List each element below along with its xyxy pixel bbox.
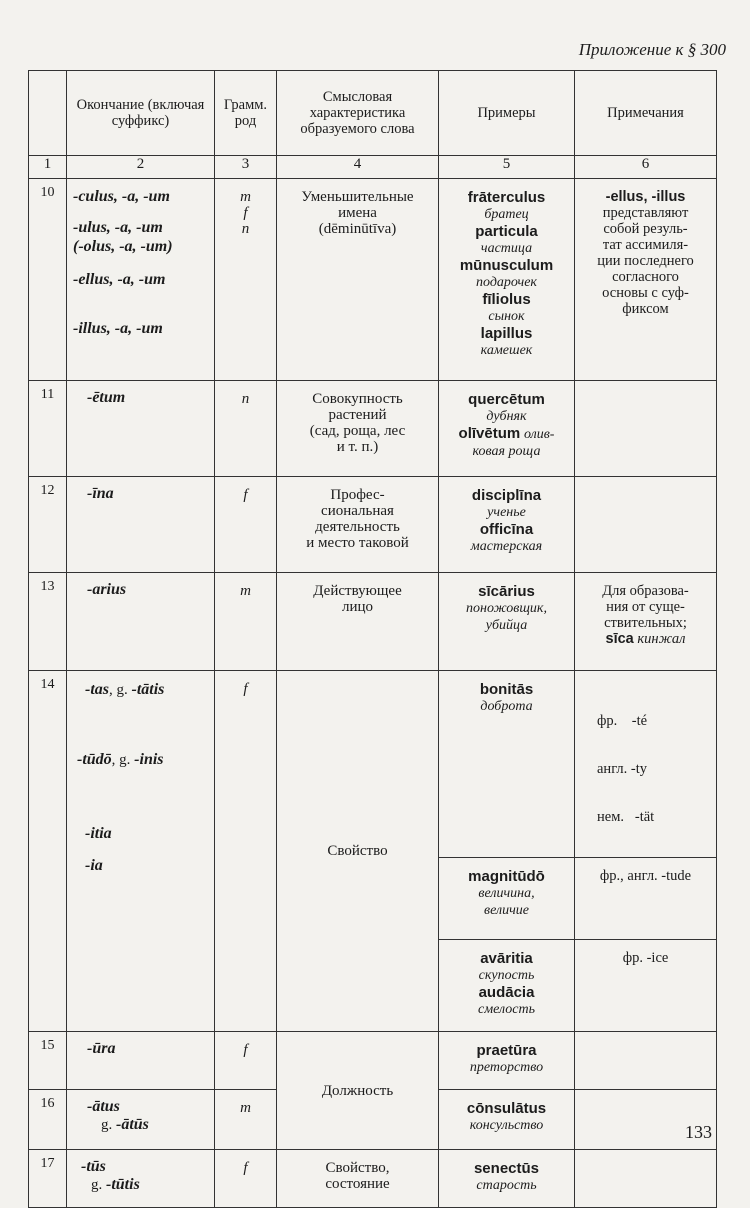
example-translation: величина, [478,886,535,901]
table-row-14 [29,671,717,858]
running-title: Приложение к § 300 [578,40,726,59]
notes-cell [575,573,717,671]
ending-cell [67,179,215,381]
col-header-gender: Грамм. род [215,71,277,156]
ending: -arius [87,581,127,598]
notes-cell [575,1032,717,1090]
gender: m [240,189,251,205]
note-line: фр. -té [597,713,648,729]
gender-cell [215,179,277,381]
genitive-label: g. [91,1177,106,1193]
ending-cell [67,671,215,1032]
note-latin: -ellus, -illus [605,189,686,205]
example-translation: скупость [478,968,535,983]
notes-cell [575,477,717,573]
example-translation: поножовщик, [466,601,547,616]
examples-cell [439,1090,575,1150]
example-latin: sīcārius [478,583,535,600]
row-number: 16 [29,1090,67,1150]
ending: -culus, -a, -um [73,188,170,205]
example-latin: frāterculus [467,189,546,206]
row-number: 14 [29,671,67,1032]
semantics-cell [277,179,439,381]
examples-cell [439,573,575,671]
example-latin: officīna [479,521,534,538]
note-line: тат ассимиля- [602,237,689,253]
examples-cell [439,858,575,940]
ending: -ia [85,857,103,874]
genitive-label: , g. [111,752,135,768]
col-header-notes: Примечания [575,71,717,156]
col-header-semantics: Смысловая характеристика образуемого слова [277,71,439,156]
ending: (-olus, -a, -um) [73,238,173,255]
semantics-line: деятельность [315,519,400,535]
genitive-label: g. [101,1117,116,1133]
example-translation: преторство [469,1060,544,1075]
examples-cell [439,179,575,381]
semantics-line: Свойство, [325,1160,390,1176]
table-row-13 [29,573,717,671]
example-translation: ученье [487,505,526,520]
notes-cell [575,671,717,858]
gender: f [215,1032,277,1090]
col-header-examples: Примеры [439,71,575,156]
example-latin: mūnusculum [459,257,554,274]
note-line: нем. -tät [597,809,655,825]
semantics: Свойство [277,671,439,1032]
column-number-row [29,156,717,179]
ending-cell [67,477,215,573]
example-translation: камешек [480,343,533,358]
example-latin: magnitūdō [468,868,545,885]
semantics-line: (dēminūtīva) [318,221,397,237]
example-translation: убийца [485,618,528,633]
note-line: англ. -ty [597,761,647,777]
row-number: 17 [29,1150,67,1208]
note-line: ствительных; [604,615,687,631]
example-latin: disciplīna [471,487,542,504]
semantics-line: и место таковой [306,535,409,551]
semantics-cell [277,381,439,477]
example-translation: подарочек [476,275,537,290]
row-number: 12 [29,477,67,573]
semantics-line: лицо [341,599,374,615]
semantics-line: Профес- [330,487,385,503]
table-row-15 [29,1032,717,1090]
examples-cell [439,671,575,858]
example-latin: fīliolus [482,291,531,308]
ending-cell [67,1090,215,1150]
ending-genitive: -inis [134,751,164,768]
example-translation: мастерская [470,539,543,554]
note-line: основы с суф- [602,285,689,301]
col-number: 1 [29,156,67,179]
example-latin: avāritia [480,950,533,967]
genitive-label: , g. [109,682,132,698]
example-translation: частица [480,241,533,256]
ending: -tas [85,681,109,698]
examples-cell [439,381,575,477]
example-translation: братец [484,207,529,222]
ending: -tūdō [77,751,112,768]
table-row-17 [29,1150,717,1208]
note: фр. -ice [575,940,717,1032]
note-line: фиксом [622,301,669,317]
ending-genitive: -ātūs [116,1116,149,1133]
example-translation: величие [484,903,529,918]
gender: f [215,1150,277,1208]
ending: -īna [87,485,114,502]
suffix-table [28,70,717,1208]
semantics-cell [277,477,439,573]
semantics-line: состояние [325,1176,390,1192]
note-line: Для образова- [602,583,689,599]
semantics-line: Действующее [313,583,402,599]
col-number: 2 [67,156,215,179]
gender: n [241,221,250,237]
col-header-1 [29,71,67,156]
ending-genitive: -tūtis [106,1176,140,1193]
example-translation: дубняк [486,409,527,424]
table-row-10 [29,179,717,381]
ending: -ūra [87,1040,116,1057]
examples-cell [439,940,575,1032]
col-number: 3 [215,156,277,179]
semantics-line: растений [328,407,387,423]
semantics-cell [277,573,439,671]
example-latin: praetūra [476,1042,537,1059]
ending: -ellus, -a, -um [73,271,166,288]
ending-cell [67,1150,215,1208]
ending: -ātus [87,1098,120,1115]
note-line: собой резуль- [603,221,688,237]
example-translation: доброта [480,699,533,714]
semantics-line: и т. п.) [336,439,379,455]
gender: f [215,477,277,573]
row-number: 13 [29,573,67,671]
note-line: ния от суще- [606,599,685,615]
ending: -ulus, -a, -um [73,219,163,236]
ending: -tūs [81,1158,106,1175]
gender: m [215,1090,277,1150]
note-line: представляют [602,205,689,221]
example-translation: старость [476,1178,537,1193]
header-row [29,71,717,156]
example-latin: lapillus [480,325,533,342]
col-number: 6 [575,156,717,179]
semantics-line: (сад, роща, лес [309,423,406,439]
ending-genitive: -tātis [131,681,165,698]
gender: n [215,381,277,477]
example-latin: bonitās [479,681,534,698]
ending: -ētum [87,389,126,406]
ending-cell [67,381,215,477]
example-translation: олив- [523,427,555,442]
example-latin: senectūs [473,1160,540,1177]
note-translation: кинжал [637,631,686,647]
table-row-12 [29,477,717,573]
ending: -illus, -a, -um [73,320,163,337]
notes-cell [575,179,717,381]
ending-cell [67,573,215,671]
col-header-ending: Окончание (включая суффикс) [67,71,215,156]
example-translation: консульство [469,1118,544,1133]
example-translation: смелость [478,1002,535,1017]
semantics-line: имена [338,205,377,221]
page-number: 133 [685,1122,712,1142]
notes-cell [575,1150,717,1208]
notes-cell [575,381,717,477]
example-latin: cōnsulātus [466,1100,547,1117]
col-number: 4 [277,156,439,179]
semantics-line: Уменьшительные [301,189,414,205]
examples-cell [439,477,575,573]
gender: m [215,573,277,671]
row-number: 11 [29,381,67,477]
ending: -itia [85,825,112,842]
example-latin: olīvētum [458,425,521,442]
examples-cell [439,1032,575,1090]
row-number: 15 [29,1032,67,1090]
semantics-line: сиональная [321,503,394,519]
example-translation: сынок [488,309,525,324]
semantics-cell [277,1150,439,1208]
note: фр., англ. -tude [575,858,717,940]
note-latin: sīca [605,631,634,647]
row-number: 10 [29,179,67,381]
semantics-text: Должность [321,1082,394,1099]
ending-cell [67,1032,215,1090]
example-latin: quercētum [468,391,545,408]
note-line: согласного [612,269,679,285]
example-latin: particula [475,223,538,240]
examples-cell [439,1150,575,1208]
col-number: 5 [439,156,575,179]
note-line: ции последнего [597,253,694,269]
gender: f [243,205,248,221]
semantics-line: Совокупность [312,391,403,407]
gender: f [215,671,277,1032]
table-row-11 [29,381,717,477]
example-latin: audācia [478,984,535,1001]
semantics [277,1032,439,1150]
example-translation: ковая роща [472,444,541,459]
